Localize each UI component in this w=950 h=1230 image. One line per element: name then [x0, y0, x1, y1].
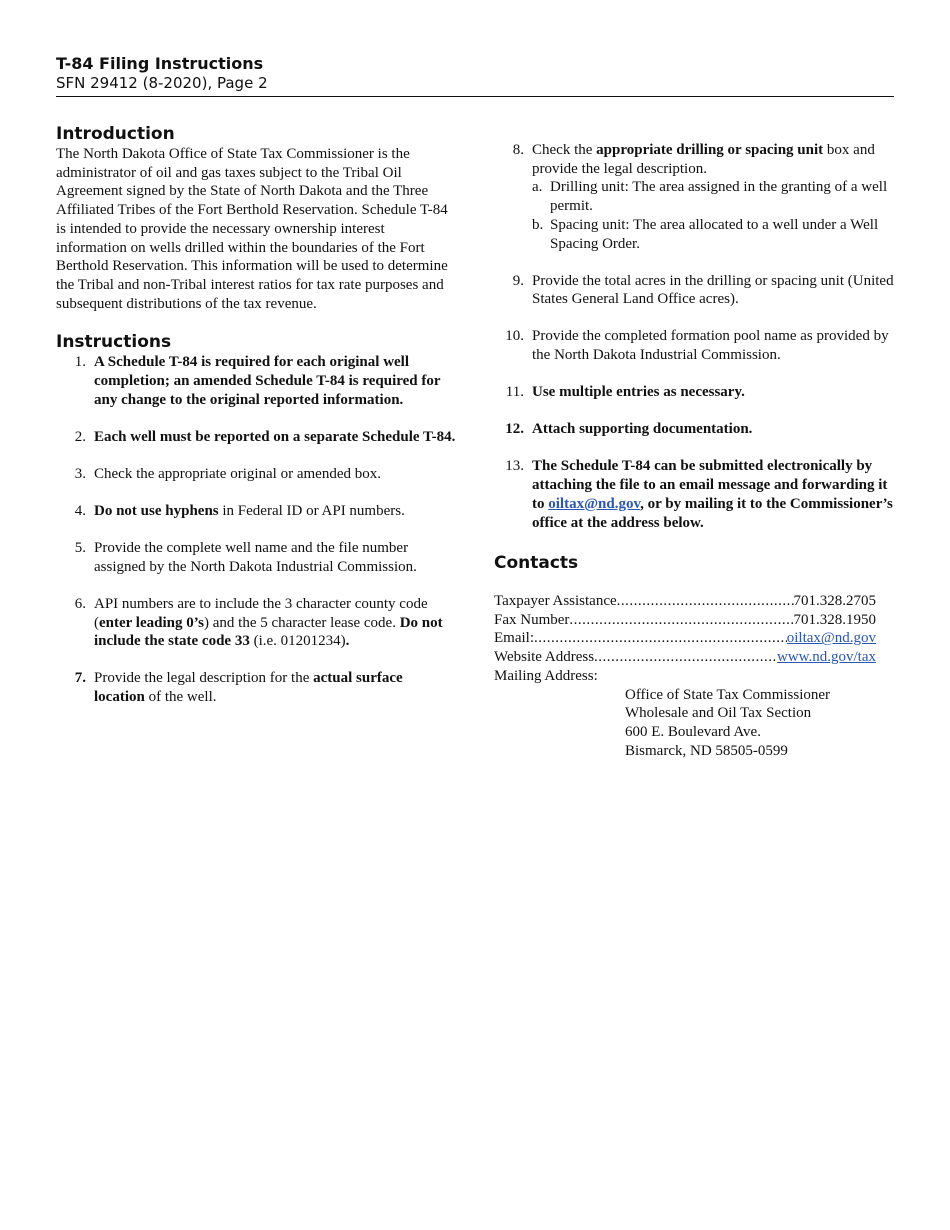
- contact-row-email: Email: ..... oiltax@nd.gov: [494, 629, 876, 648]
- contact-row-website: Website Address ..... www.nd.gov/tax: [494, 648, 876, 667]
- contact-row-taxpayer-assistance: Taxpayer Assistance ..... 701.328.2705: [494, 592, 876, 611]
- instruction-item: 1. A Schedule T-84 is required for each original well completion; an amended Schedule T-84 is required for any change to the original reported information.: [74, 354, 441, 408]
- fax-number: 701.328.1950: [793, 611, 876, 628]
- introduction-heading: Introduction: [56, 124, 175, 144]
- contact-row-fax: Fax Number ..... 701.328.1950: [494, 611, 876, 630]
- contacts-heading: Contacts: [494, 553, 579, 573]
- address-line: 600 E. Boulevard Ave.: [625, 723, 761, 740]
- mailing-address: [494, 686, 876, 761]
- instruction-item: 8. Check the appropriate drilling or spacing unit box and provide the legal description. a. Drilling unit: The area assigned in the granting of a well permit. b. Spacing unit: The area allocated to a well under a Well Spacing Order.: [494, 141, 894, 253]
- instruction-item: 5. Provide the complete well name and the file number assigned by the North Dakota Industrial Commission.: [74, 540, 417, 575]
- oiltax-email-link[interactable]: oiltax@nd.gov: [548, 495, 641, 512]
- document-title: T-84 Filing Instructions: [56, 54, 264, 73]
- instructions-list-right: [494, 141, 894, 532]
- instruction-item: 11. Use multiple entries as necessary.: [505, 384, 745, 401]
- address-line: Office of State Tax Commissioner: [625, 686, 831, 703]
- instruction-item: 3. Check the appropriate original or amended box.: [74, 465, 381, 482]
- page-header: [56, 54, 894, 93]
- introduction-text: The North Dakota Office of State Tax Commissioner is the administrator of oil and gas taxes subject to the Tribal Oil Agreement signed by the State of North Dakota and the Three Affiliated Tribes of the Fort Berthold Reservation. Schedule T-84 is intended to provide the necessary ownership interest information on wells drilled within the boundaries of the Fort Berthold Reservation. This information will be used to determine the Tribal and non-Tribal interest ratios for tax rate purposes and subsequent distributions of the tax revenue.: [56, 146, 448, 312]
- instruction-item: 4. Do not use hyphens in Federal ID or API numbers.: [74, 503, 405, 520]
- website-link[interactable]: www.nd.gov/tax: [776, 649, 876, 666]
- header-divider: [56, 96, 894, 97]
- right-column: [494, 141, 894, 551]
- contacts-section: [494, 552, 876, 760]
- instruction-item: 2. Each well must be reported on a separate Schedule T-84.: [74, 428, 456, 445]
- sub-item: b. Spacing unit: The area allocated to a well under a Well Spacing Order.: [532, 216, 879, 252]
- form-number: SFN 29412 (8-2020), Page 2: [56, 74, 268, 92]
- instruction-item: 10. Provide the completed formation pool name as provided by the North Dakota Industrial Commission.: [505, 328, 889, 364]
- mailing-address-label: Mailing Address:: [494, 667, 598, 684]
- address-line: Bismarck, ND 58505-0599: [625, 742, 788, 759]
- unit-type-sublist: [532, 178, 894, 253]
- instruction-item: 6. API numbers are to include the 3 character county code (enter leading 0’s) and the 5 character lease code. Do not include the state code 33 (i.e. 01201234).: [74, 595, 443, 650]
- email-link[interactable]: oiltax@nd.gov: [786, 630, 876, 647]
- address-line: Wholesale and Oil Tax Section: [625, 705, 812, 722]
- left-column: [56, 123, 456, 725]
- sub-item: a. Drilling unit: The area assigned in the granting of a well permit.: [532, 179, 888, 215]
- instructions-heading: Instructions: [56, 332, 172, 353]
- taxpayer-assistance-phone: 701.328.2705: [793, 593, 876, 609]
- instruction-item: 9. Provide the total acres in the drilling or spacing unit (United States General Land Office acres).: [512, 272, 894, 308]
- instructions-list-left: [56, 353, 456, 706]
- instruction-item: 12. Attach supporting documentation.: [505, 421, 753, 438]
- instruction-item: 13. The Schedule T-84 can be submitted electronically by attaching the file to an email message and forwarding it to oiltax@nd.gov, or by mailing it to the Commissioner’s office at the address below.: [505, 458, 893, 531]
- instruction-item: 7. Provide the legal description for the actual surface location of the well.: [74, 670, 403, 706]
